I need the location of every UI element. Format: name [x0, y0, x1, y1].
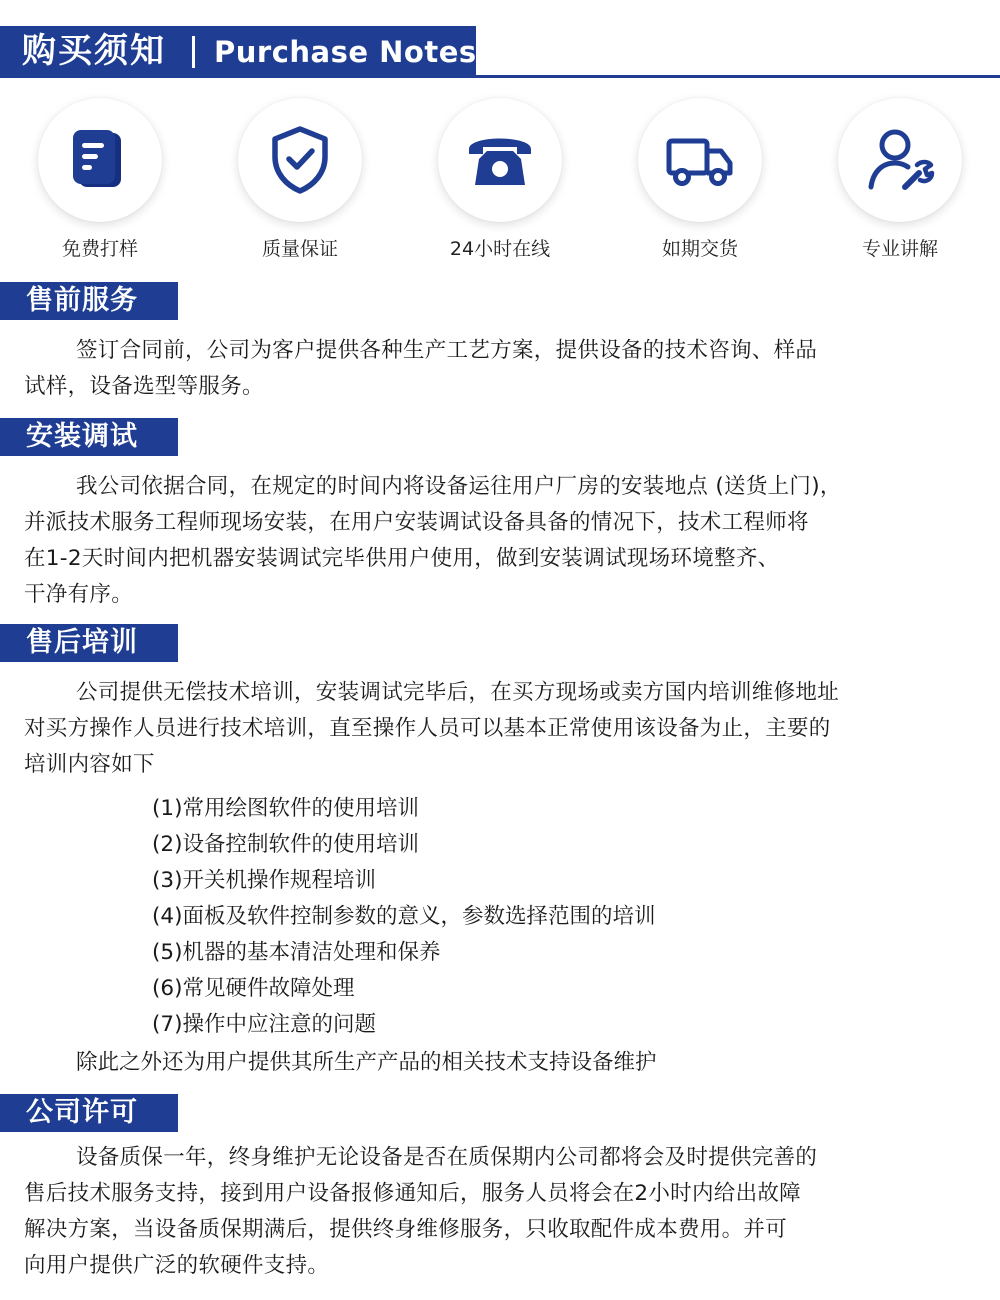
section-title-presale: 售前服务 — [0, 282, 178, 320]
paragraph-line: 售后技术服务支持，接到用户设备报修通知后，服务人员将会在2小时内给出故障 — [24, 1181, 801, 1206]
telephone-icon — [465, 125, 535, 195]
paragraph-line: 并派技术服务工程师现场安装，在用户安装调试设备具备的情况下，技术工程师将 — [24, 510, 809, 535]
feature-circle — [38, 98, 162, 222]
list-item: (7)操作中应注意的问题 — [152, 1012, 376, 1037]
feature-label: 专业讲解 — [861, 238, 938, 260]
section-title-training: 售后培训 — [0, 624, 178, 662]
training-item-list — [152, 791, 952, 1043]
section-body-install — [24, 469, 974, 613]
paragraph-line: 试样，设备选型等服务。 — [24, 374, 264, 399]
feature-label: 如期交货 — [661, 238, 738, 260]
list-item: (5)机器的基本清洁处理和保养 — [152, 940, 441, 965]
list-item: (2)设备控制软件的使用培训 — [152, 832, 419, 857]
section-body-training — [24, 675, 974, 783]
page-title-cn: 购买须知 — [22, 31, 166, 71]
paragraph-line: 签订合同前，公司为客户提供各种生产工艺方案，提供设备的技术咨询、样品 — [76, 338, 818, 363]
section-body-license — [24, 1140, 974, 1284]
user-wrench-icon — [865, 125, 935, 195]
feature-delivery — [600, 98, 800, 268]
feature-circle — [438, 98, 562, 222]
paragraph-line: 我公司依据合同，在规定的时间内将设备运往用户厂房的安装地点 (送货上门)， — [76, 474, 842, 499]
feature-label: 质量保证 — [261, 238, 338, 260]
section-body-presale — [24, 333, 974, 405]
feature-label: 24小时在线 — [449, 238, 551, 260]
paragraph-line: 对买方操作人员进行技术培训，直至操作人员可以基本正常使用该设备为止，主要的 — [24, 716, 831, 741]
paragraph-line: 在1-2天时间内把机器安装调试完毕供用户使用，做到安装调试现场环境整齐、 — [24, 546, 780, 571]
paragraph-line: 解决方案，当设备质保期满后，提供终身维修服务，只收取配件成本费用。并可 — [24, 1217, 788, 1242]
paragraph-line: 培训内容如下 — [24, 752, 155, 777]
shield-check-icon — [265, 125, 335, 195]
list-item: (1)常用绘图软件的使用培训 — [152, 796, 419, 821]
feature-quality — [200, 98, 400, 268]
header-underline — [0, 75, 1000, 78]
document-icon — [65, 125, 135, 195]
feature-free-sample — [0, 98, 200, 268]
feature-icon-row — [0, 98, 1000, 268]
list-item: (4)面板及软件控制参数的意义，参数选择范围的培训 — [152, 904, 656, 929]
paragraph-line: 干净有序。 — [24, 582, 134, 607]
feature-circle — [238, 98, 362, 222]
list-item: (3)开关机操作规程培训 — [152, 868, 376, 893]
section-title-license: 公司许可 — [0, 1094, 178, 1132]
training-extra-note: 除此之外还为用户提供其所生产产品的相关技术支持设备维护 — [76, 1050, 657, 1075]
list-item: (6)常见硬件故障处理 — [152, 976, 355, 1001]
feature-label: 免费打样 — [61, 238, 138, 260]
feature-explain — [800, 98, 1000, 268]
paragraph-line: 设备质保一年，终身维护无论设备是否在质保期内公司都将会及时提供完善的 — [76, 1145, 818, 1170]
page-title-en: Purchase Notes — [214, 35, 477, 69]
header-separator — [192, 36, 195, 68]
feature-online — [400, 98, 600, 268]
truck-icon — [665, 125, 735, 195]
feature-circle — [638, 98, 762, 222]
paragraph-line: 向用户提供广泛的软硬件支持。 — [24, 1253, 330, 1278]
section-title-install: 安装调试 — [0, 418, 178, 456]
paragraph-line: 公司提供无偿技术培训，安装调试完毕后，在买方现场或卖方国内培训维修地址 — [76, 680, 840, 705]
page-header — [0, 26, 1000, 80]
feature-circle — [838, 98, 962, 222]
